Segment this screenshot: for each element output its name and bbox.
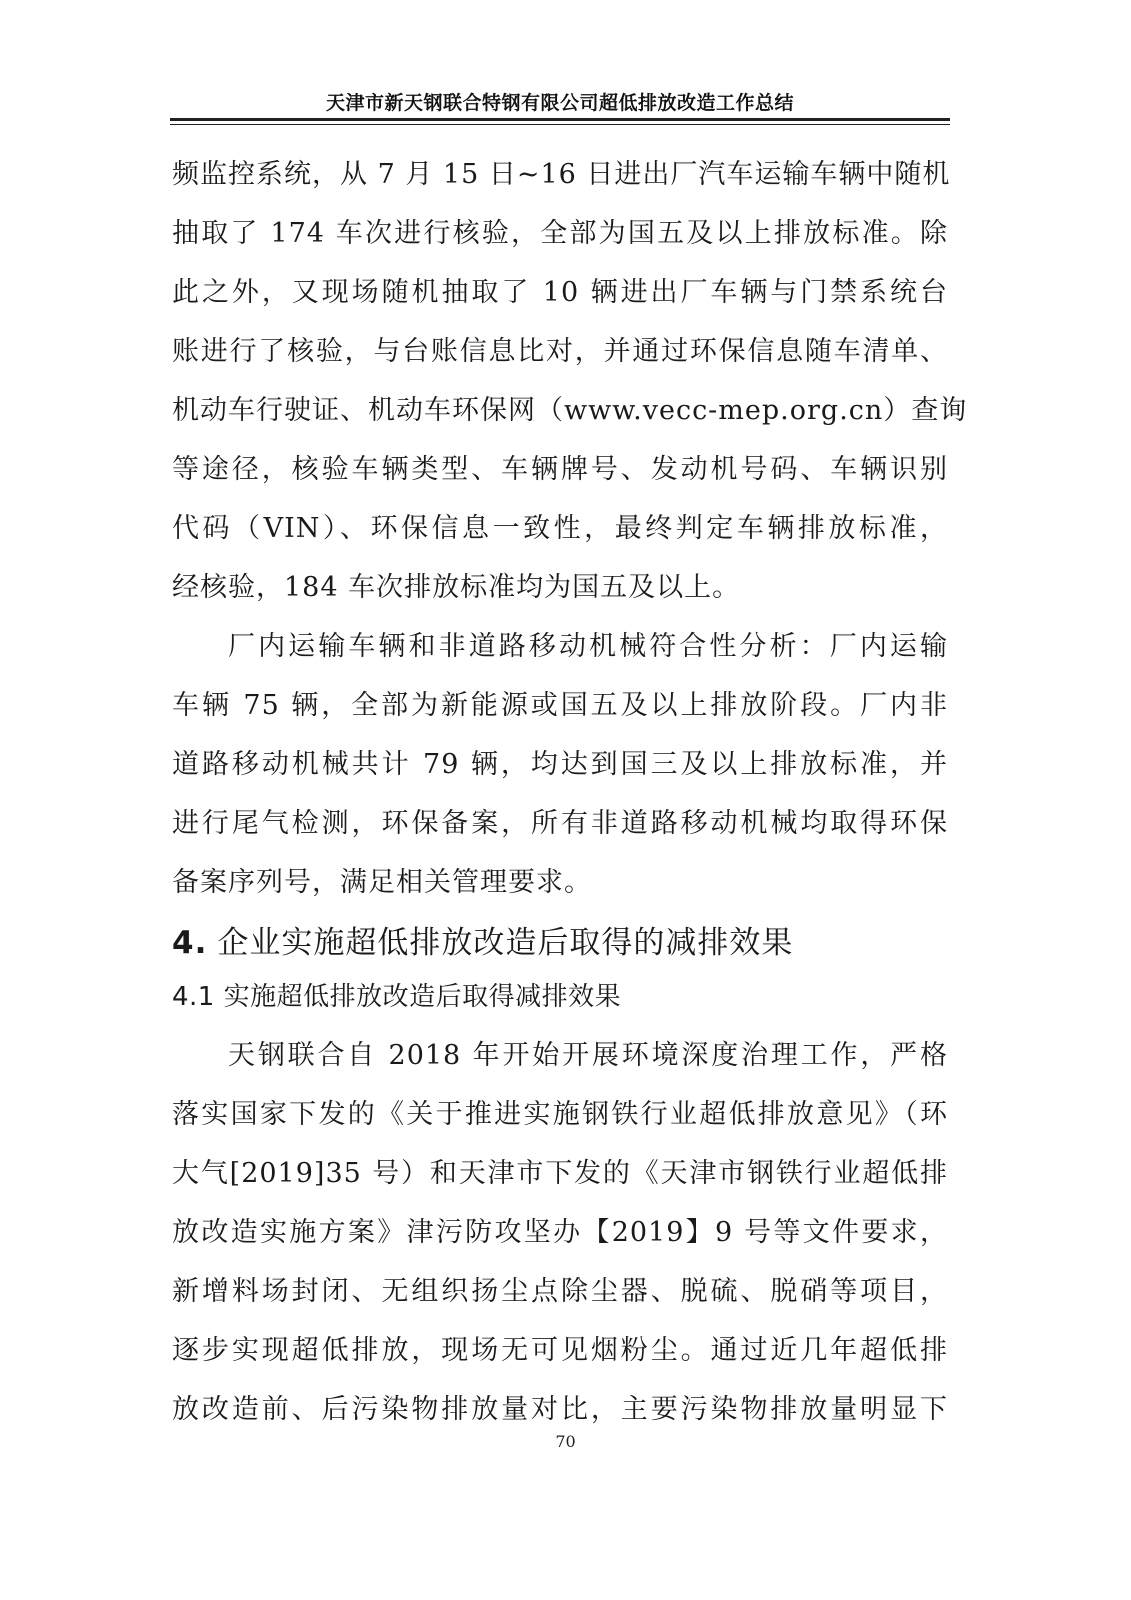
paragraph-line: 逐步实现超低排放，现场无可见烟粉尘。通过近几年超低排 [172,1335,948,1366]
header-rule-thin [170,124,950,125]
paragraph-line: 进行尾气检测，环保备案，所有非道路移动机械均取得环保 [172,808,948,839]
header-rule-thick [170,118,950,121]
paragraph-line: 落实国家下发的《关于推进实施钢铁行业超低排放意见》（环 [172,1099,948,1130]
section-heading-4 [172,912,948,974]
paragraph-line: 账进行了核验，与台账信息比对，并通过环保信息随车清单、 [172,336,948,367]
paragraph-line: 放改造前、后污染物排放量对比，主要污染物排放量明显下 [172,1394,948,1425]
subsection-heading-4-1: 4.1 实施超低排放改造后取得减排效果 [172,982,622,1012]
paragraph-line: 厂内运输车辆和非道路移动机械符合性分析：厂内运输 [228,631,948,662]
paragraph-line: 车辆 75 辆，全部为新能源或国五及以上排放阶段。厂内非 [172,690,948,721]
paragraph-line: 放改造实施方案》津污防攻坚办【2019】9 号等文件要求， [172,1217,948,1248]
paragraph-line: 天钢联合自 2018 年开始开展环境深度治理工作，严格 [228,1040,948,1071]
paragraph-line: 此之外，又现场随机抽取了 10 辆进出厂车辆与门禁系统台 [172,277,948,308]
paragraph-line: 抽取了 174 车次进行核验，全部为国五及以上排放标准。除 [172,218,948,249]
paragraph-in-plant-vehicles [172,617,948,912]
paragraph-line: 经核验，184 车次排放标准均为国五及以上。 [172,572,741,603]
paragraph-line: 机动车行驶证、机动车环保网（www.vecc-mep.org.cn）查询 [172,395,968,426]
paragraph-emission-reduction [172,1026,948,1439]
paragraph-line: 代码（VIN）、环保信息一致性，最终判定车辆排放标准， [172,513,948,544]
running-header: 天津市新天钢联合特钢有限公司超低排放改造工作总结 [325,92,794,114]
paragraph-vehicle-verification [172,145,968,617]
paragraph-line: 大气[2019]35 号）和天津市下发的《天津市钢铁行业超低排 [172,1158,948,1189]
section-title: 企业实施超低排放改造后取得的减排效果 [217,925,794,961]
page-number: 70 [555,1432,576,1451]
paragraph-line: 频监控系统，从 7 月 15 日~16 日进出厂汽车运输车辆中随机 [172,159,951,190]
section-number: 4. [172,925,208,961]
paragraph-line: 等途径，核验车辆类型、车辆牌号、发动机号码、车辆识别 [172,454,948,485]
paragraph-line: 备案序列号，满足相关管理要求。 [172,867,592,898]
paragraph-line: 道路移动机械共计 79 辆，均达到国三及以上排放标准，并 [172,749,948,780]
body-text [172,145,968,1439]
paragraph-line: 新增料场封闭、无组织扬尘点除尘器、脱硫、脱硝等项目， [172,1276,948,1307]
